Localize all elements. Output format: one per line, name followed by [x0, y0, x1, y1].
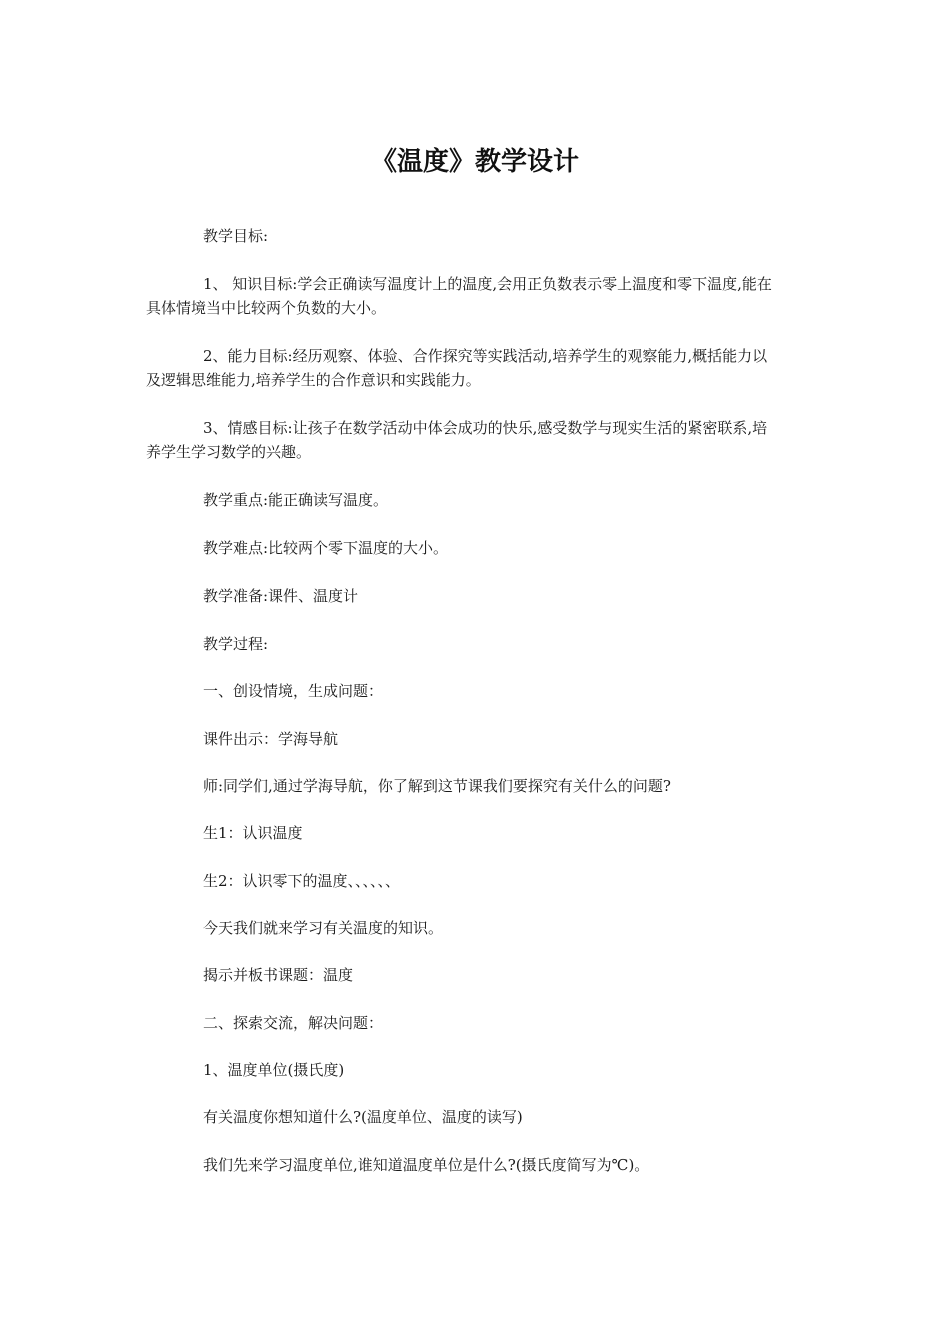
- paragraph-preparation: 教学准备:课件、温度计: [203, 587, 359, 605]
- paragraph-teacher-question: 师:同学们,通过学海导航，你了解到这节课我们要探究有关什么的问题?: [203, 777, 671, 795]
- paragraph-teaching-goals: 教学目标:: [203, 227, 269, 245]
- paragraph-section-one: 一、创设情境，生成问题：: [203, 682, 384, 700]
- document-title: 《温度》教学设计: [370, 147, 579, 177]
- paragraph-emotion-goal: 3、情感目标:让孩子在数学活动中体会成功的快乐,感受数学与现实生活的紧密联系,培养学生学习数学的兴趣。: [146, 419, 768, 461]
- paragraph-what-to-know: 有关温度你想知道什么?(温度单位、温度的读写): [203, 1108, 523, 1126]
- paragraph-ability-goal: 2、能力目标:经历观察、体验、合作探究等实践活动,培养学生的观察能力,概括能力以及逻辑思维能力,培养学生的合作意识和实践能力。: [146, 347, 768, 389]
- paragraph-key-point: 教学重点:能正确读写温度。: [203, 491, 389, 509]
- paragraph-difficult-point: 教学难点:比较两个零下温度的大小。: [203, 539, 449, 557]
- paragraph-student-one: 生1：认识温度: [203, 824, 303, 842]
- paragraph-temperature-unit: 1、温度单位(摄氏度): [203, 1061, 345, 1079]
- paragraph-knowledge-goal: 1、 知识目标:学会正确读写温度计上的温度,会用正负数表示零上温度和零下温度,能在具体情境当中比较两个负数的大小。: [146, 275, 772, 317]
- paragraph-section-two: 二、探索交流，解决问题：: [203, 1014, 384, 1032]
- paragraph-process: 教学过程:: [203, 635, 269, 653]
- paragraph-reveal-title: 揭示并板书课题：温度: [203, 966, 354, 984]
- paragraph-today: 今天我们就来学习有关温度的知识。: [203, 919, 444, 937]
- paragraph-student-two: 生2：认识零下的温度、、、、、、: [203, 872, 401, 890]
- paragraph-unit-question: 我们先来学习温度单位,谁知道温度单位是什么?(摄氏度简写为℃)。: [203, 1156, 650, 1174]
- paragraph-courseware: 课件出示：学海导航: [203, 730, 339, 748]
